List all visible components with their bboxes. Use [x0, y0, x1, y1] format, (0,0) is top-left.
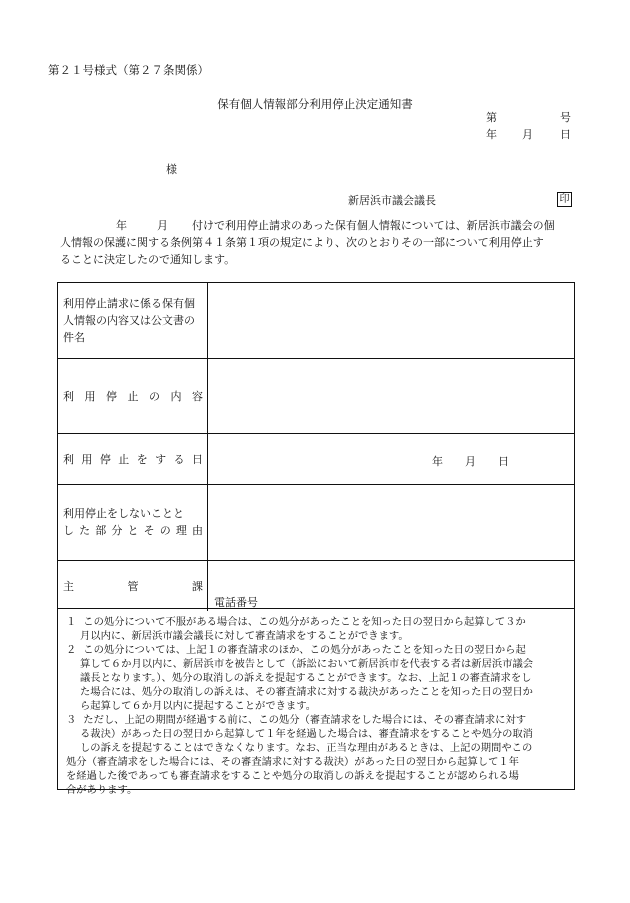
- form-number: 第２１号様式（第２７条関係）: [48, 63, 209, 77]
- row-label-content-name: 利用停止請求に係る保有個人情報の内容又は公文書の件名: [63, 297, 195, 344]
- intro-month: 月: [157, 219, 168, 232]
- label-cell: [58, 485, 208, 561]
- issue-date-day: 日: [560, 128, 571, 141]
- intro-paragraph: [60, 217, 580, 268]
- intro-line-2: 人情報の保護に関する条例第４１条第１項の規定により、次のとおりその一部について利用停止す: [60, 236, 544, 249]
- document-number-prefix: 第: [486, 111, 497, 124]
- table-row-suspension-content: [58, 358, 574, 434]
- label-cell: [58, 434, 208, 485]
- document-title: 保有個人情報部分利用停止決定通知書: [217, 97, 413, 111]
- notes-box: [57, 609, 575, 796]
- table-row-content-name: [58, 283, 574, 358]
- note-1: １ この処分について不服がある場合は、この処分があったことを知った日の翌日から起算して３か 月以内に、新居浜市議会議長に対して審査請求をすることができます。: [66, 616, 526, 642]
- row-label-suspension-date: 利 用 停 止 を す る 日: [63, 453, 203, 466]
- issue-date-month: 月: [522, 128, 533, 141]
- addressee-suffix: 様: [166, 163, 177, 176]
- intro-line-1: 付けで利用停止請求のあった保有個人情報については、新居浜市議会の個: [192, 219, 555, 232]
- decision-table: [57, 282, 575, 609]
- document-number-suffix: 号: [560, 111, 571, 124]
- table-row-suspension-date: [58, 433, 574, 485]
- label-cell: [58, 561, 208, 611]
- issuer-name: 新居浜市議会議長: [348, 194, 436, 207]
- intro-line-3: ることに決定したので通知します。: [60, 253, 236, 266]
- intro-year: 年: [116, 219, 127, 232]
- row-label-division: 主 管 課: [63, 580, 203, 593]
- table-row-no-suspension: [58, 484, 574, 561]
- table-row-division: [58, 560, 574, 611]
- label-cell: [58, 283, 208, 358]
- label-cell: [58, 359, 208, 434]
- row-label-suspension-content: 利 用 停 止 の 内 容: [63, 390, 203, 403]
- suspension-date-value: 年 月 日: [432, 455, 509, 468]
- issue-date-year: 年: [486, 128, 497, 141]
- note-2: ２ この処分については、上記１の審査請求のほか、この処分があったことを知った日の翌日から起 算して６か月以内に、新居浜市を被告として（訴訟において新居浜市を代表する者は新居浜市議会 議長となります。）、処分の取消しの訴えを提起することができます。なお、上記１の審査請求をし た場合には、処分の取消しの訴えは、その審査請求に対する裁決があったことを知った日の翌日か ら起算して６か月以内に提起することができます。: [66, 644, 534, 712]
- phone-number-label: 電話番号: [214, 596, 258, 609]
- row-label-no-suspension: 利用停止をしないことと し た 部 分 と そ の 理 由: [63, 507, 203, 537]
- note-3: ３ ただし、上記の期間が経過する前に、この処分（審査請求をした場合には、その審査請求に対す る裁決）があった日の翌日から起算して１年を経過した場合は、審査請求をすることや処分の取消 しの訴えを提起することはできなくなります。なお、正当な理由があるときは、上記の期間やこの 処分（審査請求をした場合には、その審査請求に対する裁決）があった日の翌日から起算して１年 を経過した後であっても審査請求をすることや処分の取消しの訴えを提起することが認められる場 合があります。: [66, 714, 533, 796]
- seal-mark: 印: [557, 192, 572, 207]
